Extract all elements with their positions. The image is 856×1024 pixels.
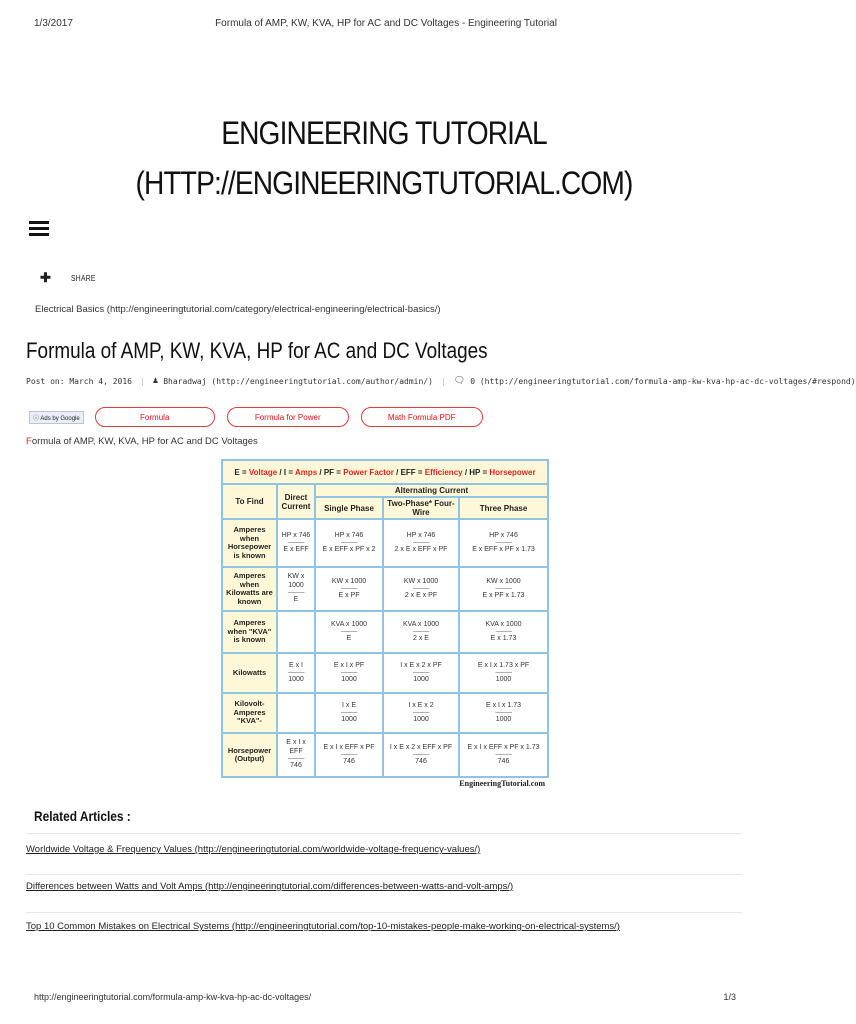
header-alternating-current: Alternating Current — [315, 484, 548, 497]
formula-table — [221, 459, 549, 778]
formula-cell-three — [459, 611, 548, 653]
ads-by-google-badge[interactable] — [29, 411, 84, 424]
fraction-bar: ----------- — [495, 752, 512, 758]
intro-text — [26, 436, 258, 447]
formula-denominator: 1000 — [288, 676, 304, 683]
formula-numerator: HP x 746 — [281, 531, 311, 539]
fraction-bar: ----------- — [287, 540, 305, 546]
formula-numerator: I x E x 2 x PF — [400, 661, 442, 669]
formula-cell-two — [383, 693, 459, 733]
related-articles-heading: Related Articles : — [34, 808, 131, 824]
formula-cell-single — [315, 519, 383, 567]
formula-denominator: 2 x E x EFF x PF — [394, 546, 448, 553]
table-row — [222, 611, 548, 653]
formula-numerator: E x I x EFF — [286, 739, 306, 755]
formula-cell-single — [315, 653, 383, 693]
related-link-worldwide-voltage[interactable]: Worldwide Voltage & Frequency Values (http://engineeringtutorial.com/worldwide-voltage-frequency-values/) — [26, 844, 481, 855]
header-single-phase: Single Phase — [315, 497, 383, 519]
meta-divider: | — [440, 376, 446, 386]
formula-numerator: I x E x 2 x EFF x PF — [389, 743, 453, 751]
formula-numerator: HP x 746 — [334, 531, 364, 539]
fraction-bar: ----------- — [412, 629, 430, 635]
post-author[interactable]: Bharadwaj (http://engineeringtutorial.com/author/admin/) — [163, 376, 433, 386]
formula-denominator: E x EFF — [283, 546, 309, 553]
related-link-watts-vs-volt-amps[interactable]: Differences between Watts and Volt Amps (http://engineeringtutorial.com/differences-between-watts-and-volt-amps/) — [26, 881, 514, 892]
formula-cell-two — [383, 733, 459, 777]
print-page-number: 1/3 — [723, 992, 736, 1002]
formula-cell-single — [315, 567, 383, 611]
formula-table-image — [221, 459, 547, 788]
share-label: SHARE — [70, 273, 96, 283]
comment-icon: 🗨 — [453, 376, 466, 386]
formula-cell-single — [315, 733, 383, 777]
formula-denominator: 746 — [415, 758, 427, 765]
table-row — [222, 693, 548, 733]
post-date: Post on: March 4, 2016 — [26, 376, 132, 386]
user-icon: ♟ — [152, 376, 159, 386]
fraction-bar: ----------- — [340, 752, 358, 758]
post-comments[interactable]: 0 (http://engineeringtutorial.com/formula-amp-kw-kva-hp-ac-dc-voltages/#respond) — [470, 376, 856, 386]
meta-divider: | — [139, 376, 145, 386]
formula-cell-three — [459, 693, 548, 733]
formula-cell-two — [383, 519, 459, 567]
formula-cell-single — [315, 693, 383, 733]
breadcrumb[interactable]: Electrical Basics (http://engineeringtutorial.com/category/electrical-engineering/electrical-basics/) — [35, 304, 441, 315]
intro-first-letter: F — [26, 436, 32, 447]
ads-badge-label: Ads by Google — [40, 415, 80, 422]
formula-cell-two — [383, 653, 459, 693]
divider — [26, 874, 742, 875]
formula-denominator: 746 — [343, 758, 355, 765]
header-three-phase: Three Phase — [459, 497, 548, 519]
post-meta — [26, 376, 856, 386]
row-label: Amperes when Kilowatts are known — [222, 567, 277, 611]
formula-denominator: 1000 — [495, 676, 512, 683]
fraction-bar: ----------- — [287, 756, 305, 763]
fraction-bar: ----------- — [412, 670, 430, 676]
formula-denominator: 1000 — [341, 716, 357, 723]
ads-row — [29, 407, 495, 427]
fraction-bar: ----------- — [340, 670, 358, 676]
formula-numerator: E x I — [288, 661, 303, 669]
formula-cell-two — [383, 567, 459, 611]
formula-cell-three — [459, 653, 548, 693]
formula-denominator: E — [346, 635, 352, 642]
formula-numerator: I x E — [341, 701, 356, 709]
row-label: Amperes when Horsepower is known — [222, 519, 277, 567]
fraction-bar: ----------- — [340, 710, 358, 716]
print-page-title: Formula of AMP, KW, KVA, HP for AC and DC Voltages - Engineering Tutorial — [215, 18, 557, 29]
fraction-bar: ----------- — [495, 540, 512, 546]
formula-denominator: 2 x E x PF — [404, 592, 438, 599]
table-row — [222, 653, 548, 693]
related-articles-header — [26, 808, 742, 834]
formula-cell-three — [459, 733, 548, 777]
formula-numerator: E x I x EFF x PF x 1.73 — [467, 743, 540, 751]
formula-denominator: E x EFF x PF x 1.73 — [472, 546, 535, 553]
formula-denominator: 746 — [290, 762, 302, 770]
row-label: Kilovolt-Amperes "KVA"- — [222, 693, 277, 733]
table-watermark: EngineeringTutorial.com — [459, 779, 545, 788]
print-date: 1/3/2017 — [34, 18, 73, 29]
info-icon: ⓘ — [33, 415, 40, 422]
formula-denominator: E x PF — [338, 592, 360, 599]
table-row — [222, 733, 548, 777]
formula-denominator: 1000 — [413, 716, 429, 723]
formula-cell-dc — [277, 693, 315, 733]
fraction-bar: ----------- — [495, 586, 512, 592]
hamburger-icon[interactable] — [29, 221, 49, 237]
formula-cell-dc — [277, 733, 315, 777]
formula-numerator: KW x 1000 — [331, 577, 367, 585]
fraction-bar: ----------- — [340, 629, 358, 635]
formula-numerator: KVA x 1000 — [330, 620, 368, 628]
formula-denominator: 1000 — [341, 676, 357, 683]
formula-numerator: E x I x 1.73 x PF — [477, 661, 530, 669]
ad-formula-for-power-button[interactable]: Formula for Power — [227, 407, 349, 427]
formula-denominator: E x EFF x PF x 2 — [322, 546, 376, 553]
row-label: Amperes when "KVA" is known — [222, 611, 277, 653]
formula-numerator: KW x 1000 — [403, 577, 439, 585]
formula-numerator: KW x 1000 — [486, 577, 521, 585]
ad-math-formula-pdf-button[interactable]: Math Formula PDF — [361, 407, 483, 427]
formula-cell-three — [459, 519, 548, 567]
formula-numerator: I x E x 2 — [408, 701, 434, 709]
site-title-line1[interactable]: ENGINEERING TUTORIAL — [221, 115, 547, 151]
fraction-bar: ----------- — [495, 629, 512, 635]
fraction-bar: ----------- — [340, 586, 358, 592]
fraction-bar: ----------- — [287, 670, 305, 676]
ad-formula-button[interactable]: Formula — [95, 407, 215, 427]
site-title-line2[interactable]: (HTTP://ENGINEERINGTUTORIAL.COM) — [135, 165, 633, 201]
formula-denominator: 1000 — [495, 716, 512, 723]
legend-row: E = Voltage / I = Amps / PF = Power Factor / EFF = Efficiency / HP = Horsepower — [222, 460, 548, 484]
table-row — [222, 567, 548, 611]
fraction-bar: ----------- — [495, 710, 512, 716]
row-label: Horsepower (Output) — [222, 733, 277, 777]
fraction-bar: ----------- — [412, 752, 430, 758]
fraction-bar: ----------- — [412, 710, 430, 716]
formula-cell-dc — [277, 567, 315, 611]
formula-numerator: KVA x 1000 — [402, 620, 440, 628]
formula-denominator: 746 — [497, 758, 510, 765]
formula-numerator: KW x 1000 — [287, 573, 305, 589]
formula-cell-dc — [277, 611, 315, 653]
fraction-bar: ----------- — [340, 540, 358, 546]
fraction-bar: ----------- — [412, 586, 430, 592]
site-title[interactable] — [46, 108, 722, 208]
header-to-find: To Find — [222, 484, 277, 519]
formula-denominator: E x PF x 1.73 — [482, 592, 525, 599]
formula-denominator: 1000 — [413, 676, 429, 683]
print-footer-url: http://engineeringtutorial.com/formula-amp-kw-kva-hp-ac-dc-voltages/ — [34, 992, 312, 1002]
divider — [26, 912, 742, 913]
share-button[interactable] — [40, 270, 100, 286]
formula-numerator: E x I x 1.73 — [485, 701, 522, 709]
intro-rest: ormula of AMP, KW, KVA, HP for AC and DC Voltages — [31, 436, 258, 447]
formula-numerator: HP x 746 — [406, 531, 436, 539]
table-row — [222, 519, 548, 567]
formula-cell-single — [315, 611, 383, 653]
formula-denominator: E x 1.73 — [490, 635, 517, 642]
related-link-common-mistakes[interactable]: Top 10 Common Mistakes on Electrical Systems (http://engineeringtutorial.com/top-10-mistakes-people-make-working-on-electrical-systems/) — [26, 921, 620, 932]
fraction-bar: ----------- — [412, 540, 430, 546]
formula-numerator: KVA x 1000 — [485, 620, 522, 628]
formula-cell-three — [459, 567, 548, 611]
formula-numerator: HP x 746 — [489, 531, 518, 539]
formula-cell-dc — [277, 519, 315, 567]
header-direct-current: Direct Current — [277, 484, 315, 519]
formula-denominator: 2 x E — [413, 635, 429, 642]
plus-icon: ✚ — [40, 270, 51, 285]
row-label: Kilowatts — [222, 653, 277, 693]
post-title: Formula of AMP, KW, KVA, HP for AC and DC Voltages — [26, 338, 488, 363]
formula-cell-dc — [277, 653, 315, 693]
formula-numerator: E x I x PF — [333, 661, 365, 669]
fraction-bar: ----------- — [495, 670, 512, 676]
formula-numerator: E x I x EFF x PF — [323, 743, 375, 751]
formula-denominator: E — [293, 596, 299, 604]
header-two-phase: Two-Phase* Four-Wire — [383, 497, 459, 519]
fraction-bar: ----------- — [287, 590, 305, 597]
formula-cell-two — [383, 611, 459, 653]
